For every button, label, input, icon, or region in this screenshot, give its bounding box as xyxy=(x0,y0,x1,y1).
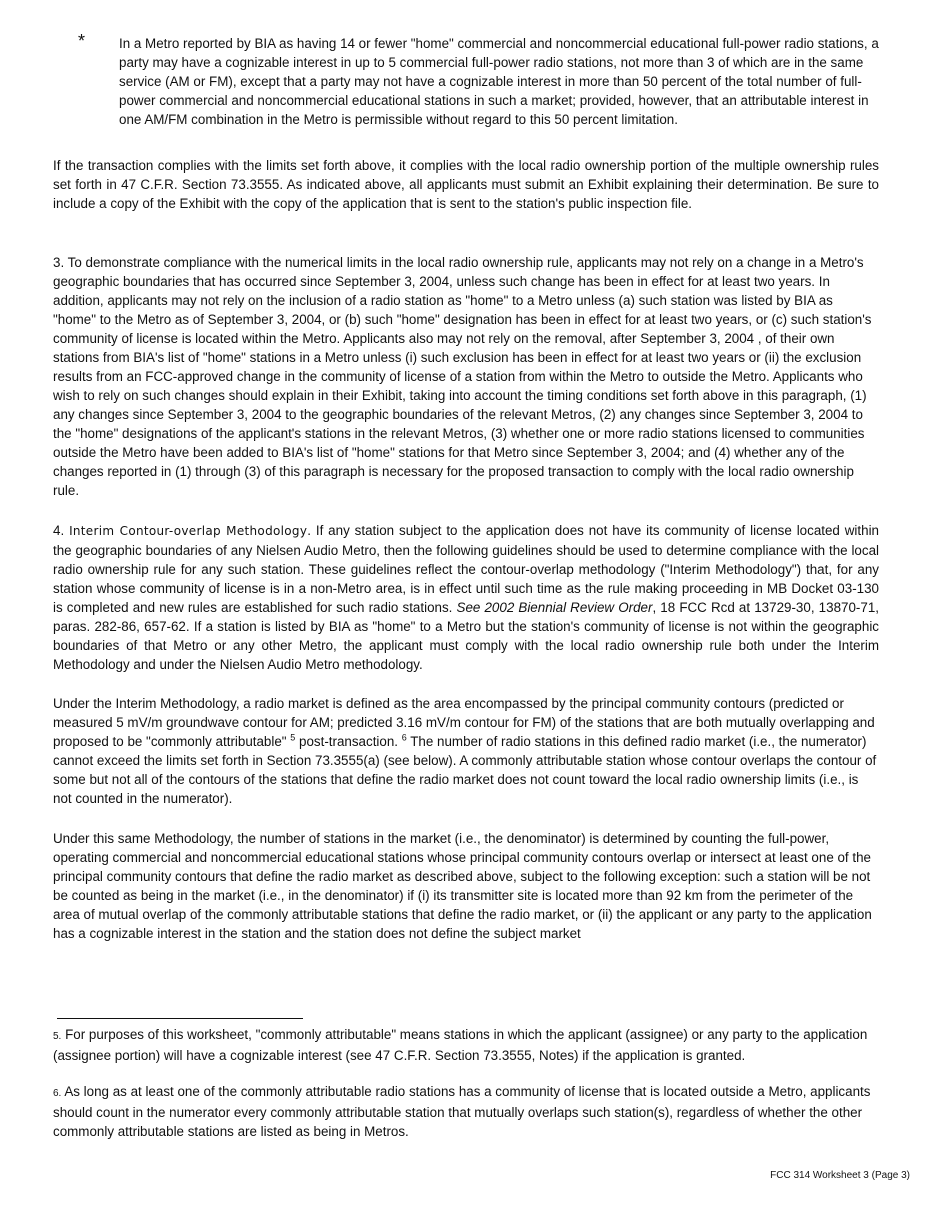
paragraph-4-text-a: . If any station subject to the application does not have its community of license located within the geographic boundaries of any Nielsen Audio Metro, then the following guidelines should be used to determine compliance with the local radio ownership rule for any such station. These guidelines reflect the contour-overlap methodology ("Interim Methodology") that, for any station whose community of license is in a non-Metro area, is in effect until such time as the rule making proceeding in MB Docket 03-130 is completed and new rules are established for such radio stations. xyxy=(53,523,880,615)
market-definition-paragraph xyxy=(53,694,879,808)
footnote-5-number: 5. xyxy=(53,1031,62,1042)
bullet-item xyxy=(78,31,883,129)
market-text-a: Under the Interim Methodology, a radio market is defined as the area encompassed by the principal community contours (predicted or measured 5 mV/m groundwave contour for AM; predicted 3.16 mV/m contour for FM) of the stations that are both mutually overlapping and proposed to be "commonly attributable" xyxy=(53,696,875,749)
bullet-asterisk: * xyxy=(78,31,86,51)
bullet-text: In a Metro reported by BIA as having 14 or fewer "home" commercial and noncommercial educational full-power radio stations, a party may have a cognizable interest in up to 5 commercial full-power radio stations, not more than 3 of which are in the same service (AM or FM), except that a party may not have a cognizable interest in more than 50 percent of the total number of full-power commercial and noncommercial educational stations in such a market; provided, however, that an attributable interest in one AM/FM combination in the Metro is permissible without regard to this 50 percent limitation. xyxy=(119,36,879,127)
footnote-6-text: As long as at least one of the commonly attributable radio stations has a community of license that is located outside a Metro, applicants should count in the numerator every commonly attributable station that mutually overlaps such station(s), regardless of whether the other commonly attributable stations are listed as being in Metros. xyxy=(53,1084,871,1139)
compliance-paragraph: If the transaction complies with the limits set forth above, it complies with the local radio ownership portion of the multiple ownership rules set forth in 47 C.F.R. Section 73.3555. As indicated above, all applicants must submit an Exhibit explaining their determination. Be sure to include a copy of the Exhibit with the copy of the application that is sent to the station's public inspection file. xyxy=(53,158,879,211)
paragraph-4-number: 4. xyxy=(53,523,70,538)
market-text-b: post-transaction. xyxy=(295,734,402,749)
footnote-ref-6[interactable]: 6 xyxy=(401,732,407,743)
page-footer: FCC 314 Worksheet 3 (Page 3) xyxy=(770,1170,910,1181)
paragraph-4 xyxy=(53,521,879,674)
footnote-6 xyxy=(53,1082,879,1141)
footnote-ref-5[interactable]: 5 xyxy=(290,732,296,743)
footnote-5 xyxy=(53,1025,879,1065)
footnote-divider xyxy=(57,1018,303,1019)
footnote-5-text: For purposes of this worksheet, "commonly attributable" means stations in which the applicant (assignee) or any party to the application (assignee portion) will have a cognizable interest (see 47 C.F.R. Section 73.3555, Notes) if the application is granted. xyxy=(53,1027,868,1063)
paragraph-4-citation: See 2002 Biennial Review Order xyxy=(456,600,653,615)
market-text-c: The number of radio stations in this defined radio market (i.e., the numerator) cannot exceed the limits set forth in Section 73.3555(a) (see below). A commonly attributable station whose contour overlaps the contour of some but not all of the contours of the stations that define the radio market does not count toward the local radio ownership limits (i.e., is not counted in the numerator). xyxy=(53,734,877,806)
paragraph-4-text-b: , 18 FCC Rcd at 13729-30, 13870-71, paras. 282-86, 657-62. If a station is listed by BIA as "home" to a Metro but the station's community of license is not within the geographic boundaries of that Metro or any other Metro, the applicant must comply with the local radio ownership rule both under the Interim Methodology and under the Nielsen Audio Metro methodology. xyxy=(53,600,879,672)
denominator-paragraph: Under this same Methodology, the number of stations in the market (i.e., the denominator) is determined by counting the full-power, operating commercial and noncommercial educational stations whose principal community contours overlap or intersect at least one of the principal community contours that define the radio market as described above, subject to the following exception: such a station will be not be counted as being in the market (i.e., in the denominator) if (i) its transmitter site is located more than 92 km from the perimeter of the area of mutual overlap of the commonly attributable stations that define the radio market, or (ii) the applicant or any party to the application has a cognizable interest in the station and the station does not define the subject market xyxy=(53,831,872,941)
footnote-6-number: 6. xyxy=(53,1088,62,1099)
paragraph-3: 3. To demonstrate compliance with the numerical limits in the local radio ownership rule, applicants may not rely on a change in a Metro's geographic boundaries that has occurred since September 3, 2004, unless such change has been in effect for at least two years. In addition, applicants may not rely on the inclusion of a radio station as "home" to a Metro unless (a) such station was listed by BIA as "home" to the Metro as of September 3, 2004, or (b) such "home" designation has been in effect for at least two years, or (c) such station's community of license is located within the Metro. Applicants also may not rely on the removal, after September 3, 2004 , of their own stations from BIA's list of "home" stations in a Metro unless (i) such exclusion has been in effect for at least two years or (ii) the exclusion results from an FCC-approved change in the community of license of a station from within the Metro to outside the Metro. Applicants who wish to rely on such changes should explain in their Exhibit, taking into account the timing conditions set forth above in this paragraph, (1) any changes since September 3, 2004 to the geographic boundaries of the relevant Metros, (2) any changes since September 3, 2004 to the "home" designations of the applicant's stations in the relevant Metros, (3) whether one or more radio stations licensed to communities outside the Metro have been added to BIA's list of "home" stations for that Metro since September 3, 2004; and (4) whether any of the changes reported in (1) through (3) of this paragraph is necessary for the proposed transaction to comply with the local radio ownership rule. xyxy=(53,255,872,498)
paragraph-4-title: Interim Contour-overlap Methodology xyxy=(69,524,308,538)
